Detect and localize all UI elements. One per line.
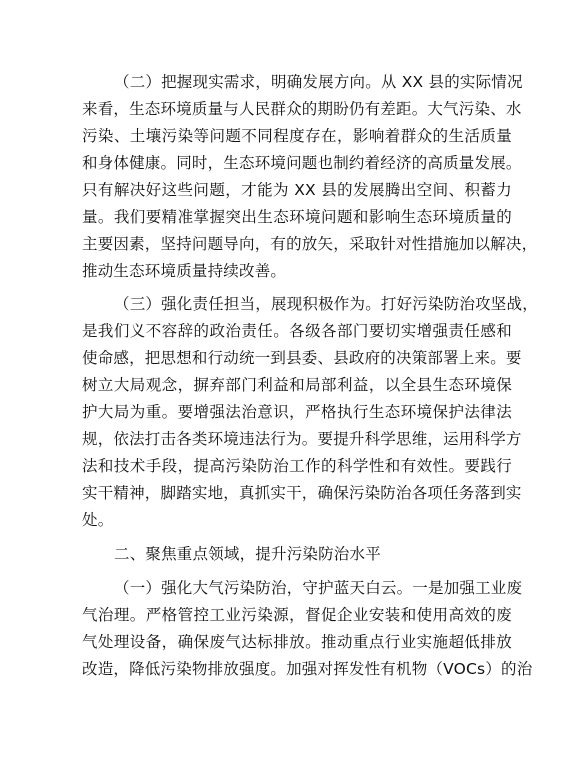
paragraph-3-line-8: 实干精神，脚踏实地，真抓实干，确保污染防治各项任务落到实 (82, 484, 522, 502)
paragraph-4-line-1: （一）强化大气污染防治，守护蓝天白云。一是加强工业废 (114, 579, 523, 597)
paragraph-2-line-5: 只有解决好这些问题，才能为 XX 县的发展腾出空间、积蓄力 (82, 181, 512, 199)
paragraph-2-line-1: （二）把握现实需求，明确发展方向。从 XX 县的实际情况 (114, 73, 523, 91)
paragraph-4-line-3: 气处理设备，确保废气达标排放。推动重点行业实施超低排放 (82, 633, 512, 651)
paragraph-3-line-4: 树立大局观念，摒弃部门利益和局部利益，以全县生态环境保 (82, 376, 512, 394)
paragraph-2-line-3: 污染、土壤污染等问题不同程度存在，影响着群众的生活质量 (82, 127, 512, 145)
paragraph-3-line-9: 处。 (82, 511, 114, 529)
paragraph-3-line-5: 护大局为重。要增强法治意识，严格执行生态环境保护法律法 (82, 403, 512, 421)
paragraph-3-line-6: 规，依法打击各类环境违法行为。要提升科学思维，运用科学方 (82, 430, 522, 448)
paragraph-3-line-3: 使命感，把思想和行动统一到县委、县政府的决策部署上来。要 (82, 349, 522, 367)
paragraph-3-line-7: 法和技术手段，提高污染防治工作的科学性和有效性。要践行 (82, 457, 512, 475)
paragraph-4-line-2: 气治理。严格管控工业污染源，督促企业安装和使用高效的废 (82, 606, 512, 624)
paragraph-3-line-2: 是我们义不容辞的政治责任。各级各部门要切实增强责任感和 (82, 322, 512, 340)
paragraph-4-line-4: 改造，降低污染物排放强度。加强对挥发性有机物（VOCs）的治 (82, 660, 533, 678)
paragraph-3-line-1: （三）强化责任担当，展现积极作为。打好污染防治攻坚战， (114, 295, 538, 313)
paragraph-2-line-6: 量。我们要精准掌握突出生态环境问题和影响生态环境质量的 (82, 208, 512, 226)
section-heading: 二、聚焦重点领域，提升污染防治水平 (114, 545, 381, 563)
paragraph-2-line-8: 推动生态环境质量持续改善。 (82, 262, 287, 280)
paragraph-2-line-2: 来看，生态环境质量与人民群众的期盼仍有差距。大气污染、水 (82, 100, 522, 118)
paragraph-2-line-4: 和身体健康。同时，生态环境问题也制约着经济的高质量发展。 (82, 154, 522, 172)
paragraph-2-line-7: 主要因素，坚持问题导向，有的放矢，采取针对性措施加以解决， (82, 235, 538, 253)
